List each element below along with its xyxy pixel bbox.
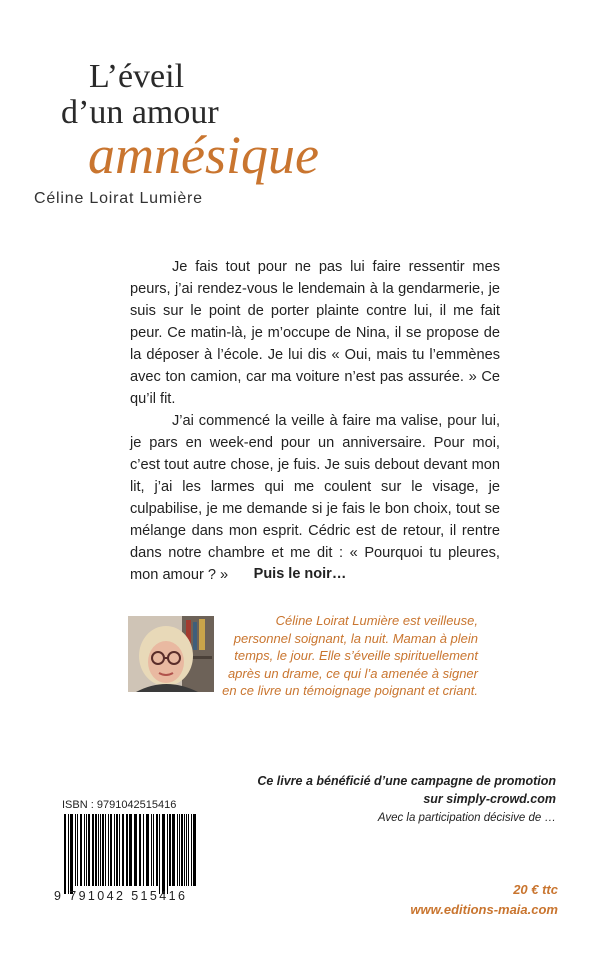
barcode-bar bbox=[153, 814, 154, 886]
barcode-bar bbox=[129, 814, 132, 886]
barcode-bar bbox=[116, 814, 118, 886]
barcode-digits: 9 791042 515416 bbox=[54, 889, 188, 903]
excerpt-paragraph-1: Je fais tout pour ne pas lui faire ressentir mes peurs, j’ai rendez-vous le lendemain à la gendarmerie, je suis sur le point de porter plainte contre lui, il me fait peur. Ce matin-là, je m’occupe de Nina, il se propose de la déposer à l’école. Je lui dis « Oui, mais tu l’emmènes avec ton camion, car ma voiture n’est pas assurée. » Ce qu’il fit. bbox=[130, 259, 500, 407]
barcode-icon bbox=[60, 814, 202, 896]
barcode-bar bbox=[169, 814, 171, 886]
barcode-bar bbox=[92, 814, 94, 886]
excerpt-paragraph-2: J’ai commencé la veille à faire ma valise, pour lui, je pars en week-end pour un anniversaire. Pour moi, c’est tout autre chose, je fuis. Je suis debout devant mon lit, j’ai les larmes qui me coulent sur le visage, je culpabilise, je me demande si je fais le bon choix, tout se mélange dans mon esprit. Cédric est de retour, il rentre dans notre chambre et me dit : « Pourquoi tu pleures, mon amour ? » bbox=[130, 413, 500, 583]
author-portrait-icon bbox=[128, 616, 214, 692]
barcode-bar bbox=[134, 814, 137, 886]
promotion-line-2: sur simply-crowd.com bbox=[423, 792, 556, 806]
barcode-bar bbox=[98, 814, 99, 886]
barcode-bar bbox=[188, 814, 189, 886]
barcode-bar bbox=[77, 814, 78, 886]
barcode-bar bbox=[151, 814, 152, 886]
barcode-bar bbox=[126, 814, 128, 886]
excerpt bbox=[130, 256, 500, 586]
barcode-bar bbox=[88, 814, 90, 886]
barcode-bar bbox=[114, 814, 115, 886]
barcode-bar bbox=[172, 814, 175, 886]
barcode-bar bbox=[84, 814, 85, 886]
barcode-bar bbox=[186, 814, 187, 886]
barcode-bar bbox=[64, 814, 66, 894]
barcode-bar bbox=[143, 814, 144, 886]
barcode-bar bbox=[68, 814, 69, 894]
barcode-bar bbox=[102, 814, 104, 886]
barcode-bar bbox=[110, 814, 112, 886]
barcode-bar bbox=[156, 814, 158, 886]
barcode-bar bbox=[191, 814, 192, 886]
barcode-bar bbox=[146, 814, 149, 886]
barcode-bar bbox=[193, 814, 196, 886]
barcode-bar bbox=[70, 814, 73, 894]
barcode-bar bbox=[162, 814, 165, 894]
barcode-bar bbox=[100, 814, 101, 886]
barcode-bar bbox=[119, 814, 120, 886]
price: 20 € ttc bbox=[513, 882, 558, 897]
barcode-bar bbox=[86, 814, 87, 886]
barcode-bar bbox=[139, 814, 141, 886]
title-line-1: L’éveil bbox=[89, 58, 185, 95]
barcode-bar bbox=[108, 814, 109, 886]
barcode-bar bbox=[105, 814, 106, 886]
barcode-bar bbox=[184, 814, 185, 886]
barcode-bar bbox=[179, 814, 180, 886]
barcode-bar bbox=[75, 814, 76, 886]
publisher-website: www.editions-maia.com bbox=[410, 902, 558, 917]
isbn-label: ISBN : 9791042515416 bbox=[62, 799, 177, 811]
barcode-bar bbox=[181, 814, 183, 886]
teaser-line: Puis le noir… bbox=[253, 566, 347, 582]
author-photo bbox=[128, 616, 214, 692]
promotion-line-1: Ce livre a bénéficié d’une campagne de promotion bbox=[257, 774, 556, 788]
barcode-bar bbox=[80, 814, 82, 886]
title-line-3: amnésique bbox=[88, 125, 319, 185]
barcode-bar bbox=[95, 814, 97, 886]
barcode-bar bbox=[159, 814, 160, 894]
author-name: Céline Loirat Lumière bbox=[34, 190, 203, 207]
title-line-2: d’un amour bbox=[61, 94, 219, 131]
promotion-note bbox=[257, 772, 556, 808]
barcode-bar bbox=[122, 814, 124, 886]
participation-note: Avec la participation décisive de … bbox=[377, 812, 556, 824]
author-bio: Céline Loirat Lumière est veilleuse, personnel soignant, la nuit. Maman à plein temps, le jour. Elle s’éveille spirituellement après un drame, ce qui l’a amenée à signer en ce livre un témoignage poignant et criant. bbox=[222, 613, 478, 699]
barcode-bar bbox=[177, 814, 178, 886]
barcode-bar bbox=[167, 814, 168, 894]
